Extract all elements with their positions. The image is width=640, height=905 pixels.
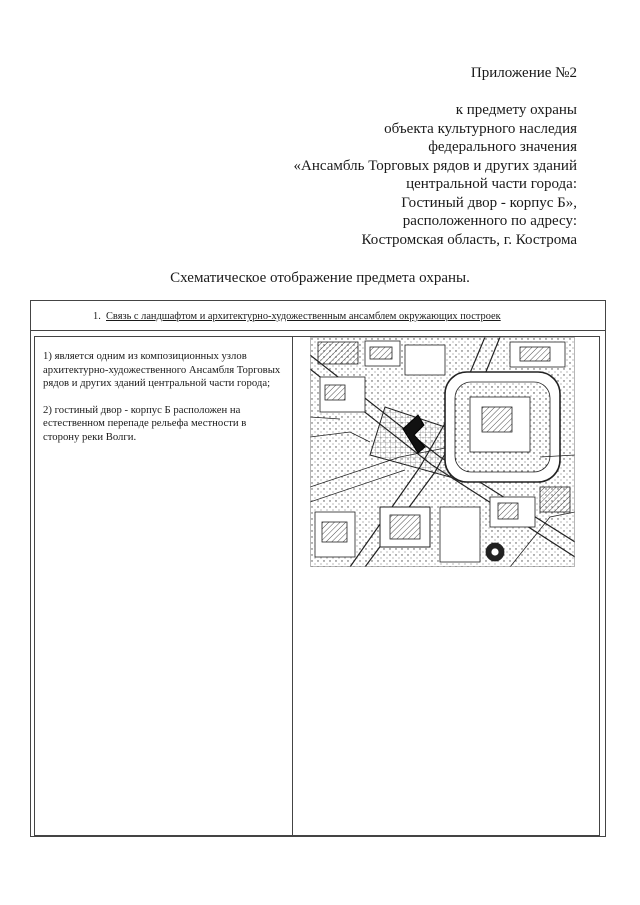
document-title: Схематическое отображение предмета охраны. [170, 270, 470, 286]
site-plan-map-icon [310, 337, 575, 567]
heading-block [294, 101, 577, 249]
heading-line: Гостиный двор - корпус Б», [401, 194, 577, 211]
site-plan-map [310, 337, 575, 567]
appendix-label: Приложение №2 [470, 65, 577, 81]
heading-line: Костромская область, г. Кострома [361, 231, 577, 248]
heading-line: к предмету охраны [455, 102, 577, 118]
description-item: 1) является одним из композиционных узлов архитектурно-художественного Ансамбля Торговых рядов и других зданий центральной части города; [43, 350, 281, 389]
section-number: 1. [93, 311, 101, 322]
heading-line: объекта культурного наследия [384, 120, 577, 137]
heading-line: федерального значения [428, 139, 577, 155]
description-item: 2) гостиный двор - корпус Б расположен на естественном перепаде рельефа местности в сторону реки Волги. [43, 403, 247, 443]
description-cell [43, 350, 285, 457]
heading-line: «Ансамбль Торговых рядов и других зданий [293, 157, 577, 174]
column-divider [292, 337, 293, 835]
section-title: Связь с ландшафтом и архитектурно-художественным ансамблем окружающих построек [106, 311, 501, 322]
content-table [34, 336, 600, 836]
section-header [31, 301, 605, 331]
protection-table [30, 300, 606, 837]
heading-line: расположенного по адресу: [402, 213, 577, 229]
heading-line: центральной части города: [406, 176, 577, 192]
